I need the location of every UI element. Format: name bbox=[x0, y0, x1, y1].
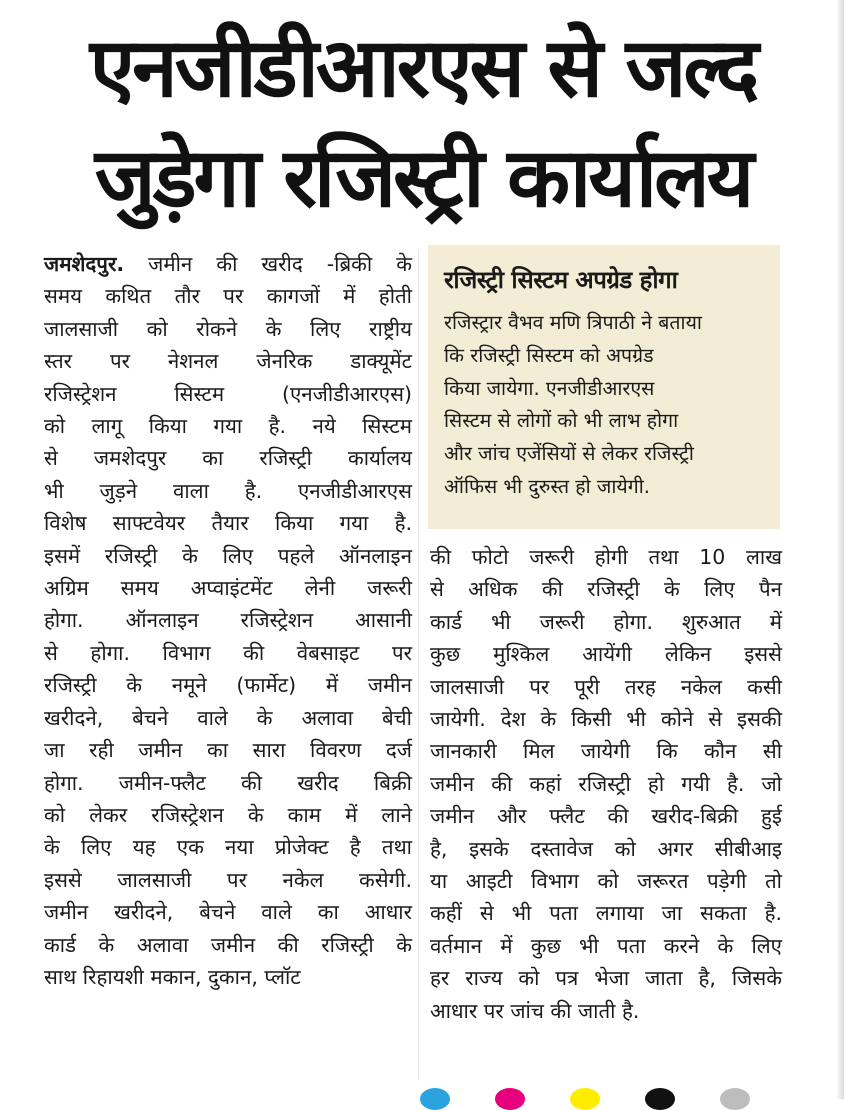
body-line: या आइटी विभाग को जरूरत पड़ेगी तो bbox=[430, 869, 782, 894]
body-line: खरीदने, बेचने वाले के अलावा बेची bbox=[44, 705, 412, 730]
body-line: विशेष साफ्टवेयर तैयार किया गया है. bbox=[44, 511, 412, 536]
registration-mark-cyan bbox=[420, 1088, 450, 1110]
registration-mark-black bbox=[645, 1088, 675, 1110]
left-column bbox=[44, 248, 412, 993]
page-edge-shadow bbox=[836, 0, 844, 1099]
sidebar-line: रजिस्ट्रार वैभव मणि त्रिपाठी ने बताया bbox=[444, 311, 702, 334]
first-line bbox=[44, 248, 412, 280]
body-line: जमीन और फ्लैट की खरीद-बिक्री हुई bbox=[430, 804, 782, 829]
body-line: कुछ मुश्किल आयेंगी लेकिन इससे bbox=[430, 642, 782, 667]
body-line: अग्रिम समय अप्वाइंटमेंट लेनी जरूरी bbox=[44, 576, 412, 601]
body-line: जमीन खरीदने, बेचने वाले का आधार bbox=[44, 900, 412, 925]
body-line: की फोटो जरूरी होगी तथा 10 लाख bbox=[430, 545, 782, 569]
sidebar-box bbox=[428, 245, 780, 529]
body-line: जायेगी. देश के किसी भी कोने से इसकी bbox=[430, 707, 782, 732]
sidebar-line: ऑफिस भी दुरुस्त हो जायेगी. bbox=[444, 474, 650, 498]
headline bbox=[18, 14, 828, 234]
body-line: कार्ड भी जरूरी होगा. शुरुआत में bbox=[430, 609, 782, 634]
sidebar-body bbox=[444, 307, 768, 504]
body-line: है, इसके दस्तावेज को अगर सीबीआइ bbox=[430, 836, 782, 861]
body-line: वर्तमान में कुछ भी पता करने के लिए bbox=[430, 933, 782, 958]
first-line-text: जमीन की खरीद -ब्रिकी के bbox=[148, 252, 412, 276]
body-line: को लागू किया गया है. नये सिस्टम bbox=[44, 414, 412, 439]
dateline: जमशेदपुर. bbox=[44, 252, 125, 276]
body-line: के लिए यह एक नया प्रोजेक्ट है तथा bbox=[44, 835, 412, 860]
headline-line-2: जुड़ेगा रजिस्ट्री कार्यालय bbox=[94, 131, 752, 226]
body-line: होगा. ऑनलाइन रजिस्ट्रेशन आसानी bbox=[44, 608, 412, 633]
body-line: कहीं से भी पता लगाया जा सकता है. bbox=[430, 901, 782, 926]
body-line: इससे जालसाजी पर नकेल कसेगी. bbox=[44, 867, 412, 892]
body-line: से होगा. विभाग की वेबसाइट पर bbox=[44, 640, 412, 665]
registration-mark-magenta bbox=[495, 1088, 525, 1110]
body-line: जा रही जमीन का सारा विवरण दर्ज bbox=[44, 738, 412, 763]
right-column bbox=[430, 541, 782, 1027]
sidebar-line: और जांच एजेंसियों से लेकर रजिस्ट्री bbox=[444, 442, 694, 466]
body-line: जानकारी मिल जायेगी कि कौन सी bbox=[430, 739, 782, 764]
body-line: जालसाजी को रोकने के लिए राष्ट्रीय bbox=[44, 316, 412, 341]
body-line: होगा. जमीन-फ्लैट की खरीद बिक्री bbox=[44, 770, 412, 795]
body-line: स्तर पर नेशनल जेनरिक डाक्यूमेंट bbox=[44, 349, 412, 374]
headline-line-1: एनजीडीआरएस से जल्द bbox=[89, 21, 757, 116]
registration-mark-yellow bbox=[570, 1088, 600, 1110]
body-line: कार्ड के अलावा जमीन की रजिस्ट्री के bbox=[44, 932, 412, 957]
body-line: को लेकर रजिस्ट्रेशन के काम में लाने bbox=[44, 802, 412, 827]
registration-mark-gray bbox=[720, 1088, 750, 1110]
body-line: से अधिक की रजिस्ट्री के लिए पैन bbox=[430, 577, 782, 602]
sidebar-title: रजिस्ट्री सिस्टम अपग्रेड होगा bbox=[444, 266, 678, 294]
column-divider bbox=[418, 250, 419, 1080]
body-line: समय कथित तौर पर कागजों में होती bbox=[44, 284, 412, 309]
sidebar-line: सिस्टम से लोगों को भी लाभ होगा bbox=[444, 409, 679, 433]
body-line: भी जुड़ने वाला है. एनजीडीआरएस bbox=[44, 478, 412, 503]
body-line: आधार पर जांच की जाती है. bbox=[430, 998, 640, 1023]
body-line: रजिस्ट्रेशन सिस्टम (एनजीडीआरएस) bbox=[44, 381, 412, 406]
body-line: हर राज्य को पत्र भेजा जाता है, जिसके bbox=[430, 966, 782, 991]
sidebar-line: किया जायेगा. एनजीडीआरएस bbox=[444, 376, 655, 400]
body-line: जमीन की कहां रजिस्ट्री हो गयी है. जो bbox=[430, 771, 782, 796]
body-line: से जमशेदपुर का रजिस्ट्री कार्यालय bbox=[44, 446, 412, 471]
body-line: जालसाजी पर पूरी तरह नकेल कसी bbox=[430, 674, 782, 699]
registration-marks bbox=[400, 1088, 780, 1099]
body-line: रजिस्ट्री के नमूने (फार्मेट) में जमीन bbox=[44, 673, 412, 698]
sidebar-line: कि रजिस्ट्री सिस्टम को अपग्रेड bbox=[444, 343, 654, 367]
body-line: साथ रिहायशी मकान, दुकान, प्लॉट bbox=[44, 964, 301, 989]
body-line: इसमें रजिस्ट्री के लिए पहले ऑनलाइन bbox=[44, 543, 412, 568]
